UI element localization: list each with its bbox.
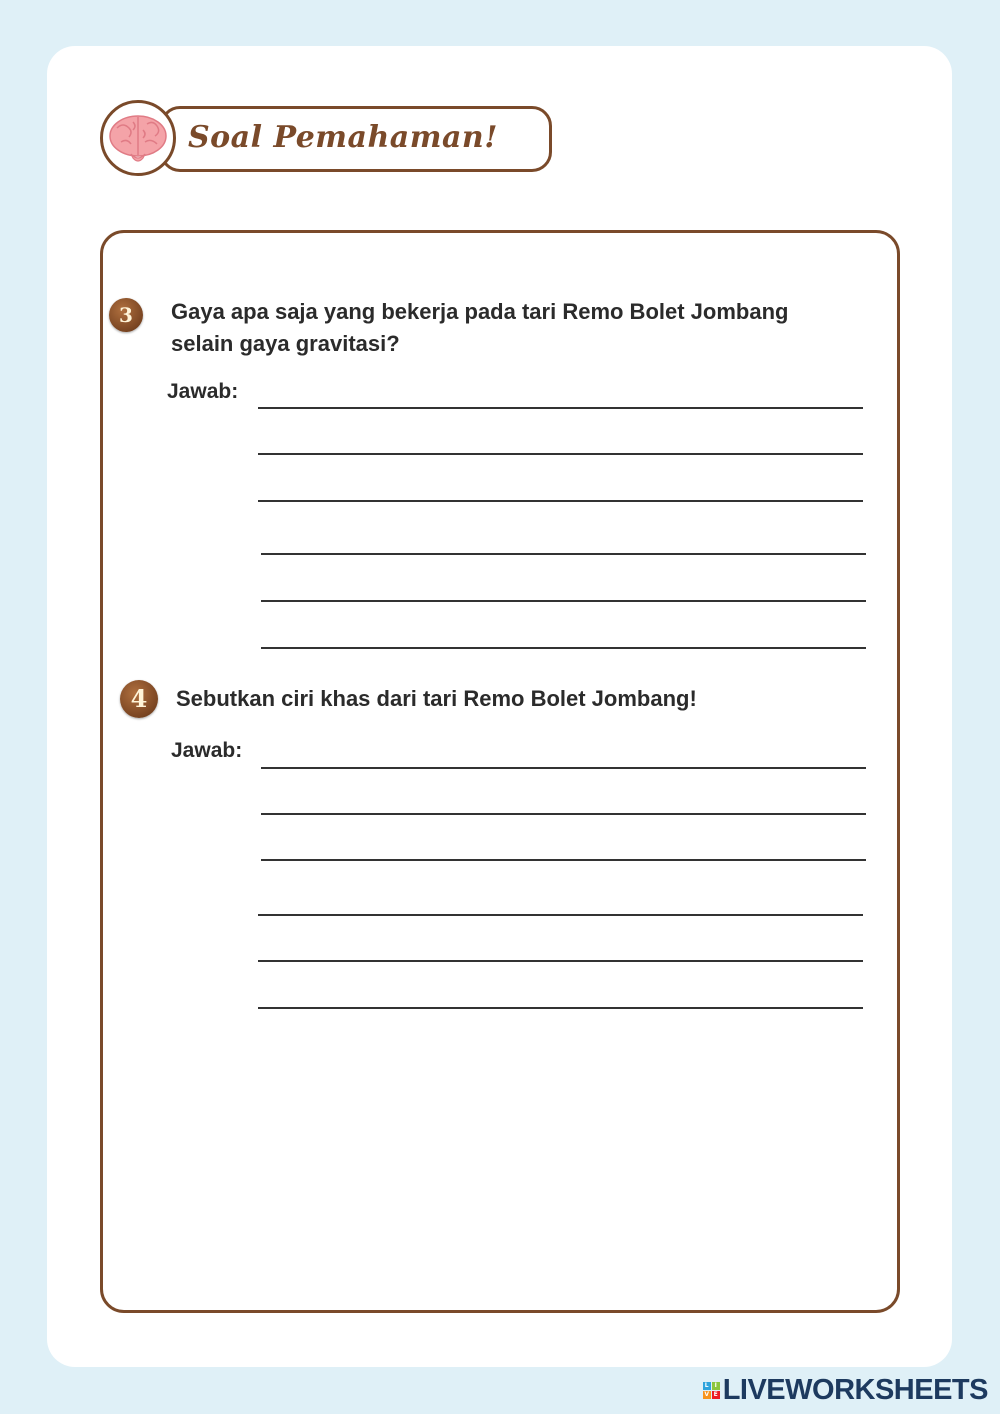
answer-line[interactable] <box>261 600 866 602</box>
answer-line[interactable] <box>258 1007 863 1009</box>
brain-icon-badge <box>100 100 176 176</box>
liveworksheets-logo[interactable] <box>703 1374 988 1407</box>
answer-line[interactable] <box>261 553 866 555</box>
question-3-line-2: selain gaya gravitasi? <box>171 331 400 356</box>
question-3-text <box>171 296 788 360</box>
answer-line[interactable] <box>261 767 866 769</box>
answer-line[interactable] <box>258 407 863 409</box>
question-number-badge: 4 <box>120 680 158 718</box>
answer-label: Jawab: <box>167 380 239 403</box>
answer-line[interactable] <box>261 647 866 649</box>
answer-line[interactable] <box>258 453 863 455</box>
answer-line[interactable] <box>258 500 863 502</box>
answer-line[interactable] <box>258 960 863 962</box>
liveworksheets-icon: L I V E <box>704 1382 718 1398</box>
answer-line[interactable] <box>261 859 866 861</box>
question-4-text: Sebutkan ciri khas dari tari Remo Bolet Jombang! <box>176 686 697 711</box>
question-number-badge: 3 <box>109 298 143 332</box>
answer-label: Jawab: <box>171 739 243 762</box>
brand-name: LIVEWORKSHEETS <box>722 1374 988 1406</box>
answer-line[interactable] <box>261 813 866 815</box>
question-3-line-1: Gaya apa saja yang bekerja pada tari Remo Bolet Jombang <box>171 299 789 324</box>
answer-line[interactable] <box>258 914 863 916</box>
brain-icon <box>107 110 169 166</box>
page-title: Soal Pemahaman! <box>188 120 498 155</box>
